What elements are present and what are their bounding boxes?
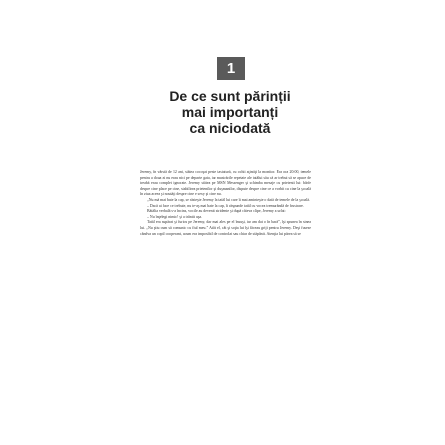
paragraph: Tatăl era supărat şi furios pe Jeremy, dar mai ales pe el însuşi, iar am dat o în bară”, îşi spunea în sinea lui. „Nu ştiu cum să comunic cu fiul meu.” Atât el, cât şi soţia lui îşi făceau griji pentru Jeremy. Deşi fusese cândva un copil cooperant, acum era imposibil de controlat sau chiar de stăpânit. Atenţia lui părea să se [140, 220, 311, 236]
chapter-number: 1 [226, 60, 236, 77]
paragraph: „Nu mă mai bate la cap, se răsteşte Jeremy la tatăl lui care îi mai aminteşte o dată de temele de la şcoală. [147, 197, 310, 202]
paragraph: – Nu înţelegi nimic! şi a trântit uşa. [147, 214, 203, 219]
chapter-title-line: mai importanți [181, 104, 279, 120]
chapter-number-badge [217, 57, 245, 80]
paragraph: Bătălia verbală s-a încins, vocile au devenit stridente şi după câteva clipe, Jeremy a urlat: [147, 209, 286, 214]
body-text [140, 170, 311, 237]
chapter-title-line: De ce sunt părinții [169, 88, 291, 104]
paragraph: – Dacă ai face ce trebuie, nu te-aş mai bate la cap, îi răspunde tatăl cu vocea tremurândă de frustrare. [147, 203, 304, 208]
chapter-title [140, 88, 320, 136]
paragraph: Jeremy, în vârstă de 12 ani, stătea cocoşat peste tastatură, cu ochii aţintiţi la monitor. Era ora 20:00, temele pentru a doua zi nu erau nici pe departe gata, iar mustrările repetate ale tatălui său că ar trebui să se apuce de treabă erau complet ignorate. Jeremy stătea pe MSN Messenger şi schimba mesaje cu prietenii lui: bârfe despre cine place pe cine, stabilirea prietenilor şi duşmanilor, dispute despre cine ce a vorbit cu cine la şcoală în ziua aceea şi noutăţi despre cine e sexy şi cine nu. [140, 170, 311, 197]
chapter-title-line: ca niciodată [189, 120, 271, 136]
